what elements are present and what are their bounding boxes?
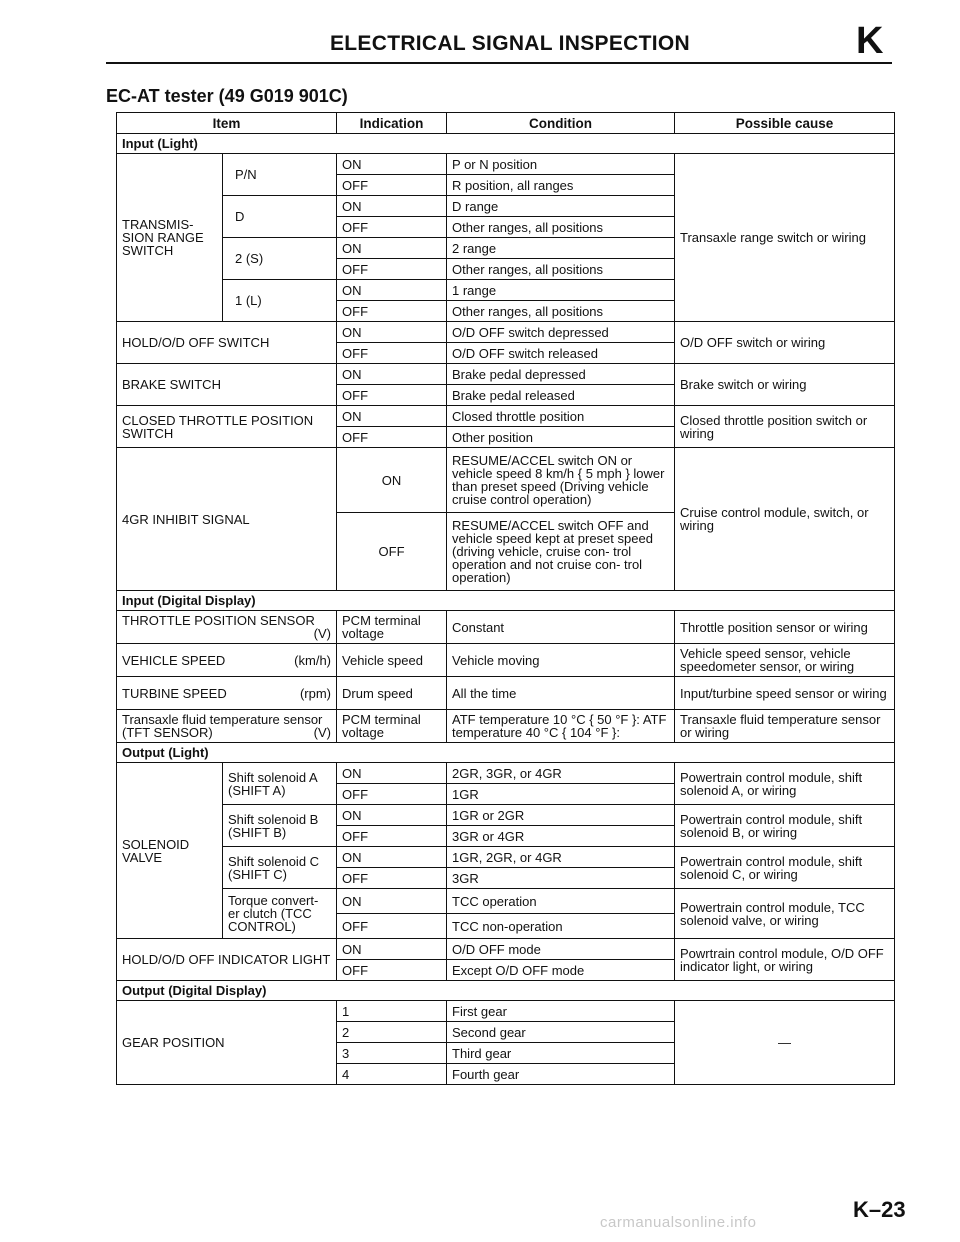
indication-on: ON bbox=[337, 805, 447, 826]
possible-cause: Powertrain control module, shift solenoid C, or wiring bbox=[675, 847, 895, 889]
sub-item: 1 (L) bbox=[223, 280, 337, 322]
possible-cause: Throttle position sensor or wiring bbox=[675, 611, 895, 644]
condition: Second gear bbox=[447, 1022, 675, 1043]
indication: 1 bbox=[337, 1001, 447, 1022]
condition: Closed throttle position bbox=[447, 406, 675, 427]
possible-cause: Powertrain control module, TCC solenoid valve, or wiring bbox=[675, 889, 895, 939]
indication-off: OFF bbox=[337, 301, 447, 322]
condition: Fourth gear bbox=[447, 1064, 675, 1085]
indication-on: ON bbox=[337, 322, 447, 343]
possible-cause: Closed throttle position switch or wiring bbox=[675, 406, 895, 448]
table-row bbox=[117, 644, 895, 677]
possible-cause: Brake switch or wiring bbox=[675, 364, 895, 406]
item-turbine-speed: TURBINE SPEED (rpm) bbox=[117, 677, 337, 710]
condition: 3GR bbox=[447, 868, 675, 889]
condition: Other ranges, all positions bbox=[447, 259, 675, 280]
condition: 1GR or 2GR bbox=[447, 805, 675, 826]
indication-on: ON bbox=[337, 448, 447, 513]
possible-cause: O/D OFF switch or wiring bbox=[675, 322, 895, 364]
item-throttle-position-sensor: THROTTLE POSITION SENSOR (V) bbox=[117, 611, 337, 644]
sub-item: Shift solenoid C (SHIFT C) bbox=[223, 847, 337, 889]
table-row bbox=[117, 322, 895, 343]
indication: PCM terminal voltage bbox=[337, 611, 447, 644]
indication-off: OFF bbox=[337, 217, 447, 238]
item-4gr-inhibit-signal: 4GR INHIBIT SIGNAL bbox=[117, 448, 337, 591]
column-header-item: Item bbox=[117, 113, 337, 134]
condition: 1GR, 2GR, or 4GR bbox=[447, 847, 675, 868]
condition: Brake pedal released bbox=[447, 385, 675, 406]
item-gear-position: GEAR POSITION bbox=[117, 1001, 337, 1085]
possible-cause: — bbox=[675, 1001, 895, 1085]
indication-on: ON bbox=[337, 238, 447, 259]
sub-item: Shift solenoid A (SHIFT A) bbox=[223, 763, 337, 805]
signal-inspection-table bbox=[116, 112, 895, 1085]
section-row-output-digital-display: Output (Digital Display) bbox=[117, 981, 895, 1001]
indication-on: ON bbox=[337, 154, 447, 175]
indication-on: ON bbox=[337, 939, 447, 960]
item-transmission-range-switch: TRANSMIS- SION RANGE SWITCH bbox=[117, 154, 223, 322]
indication: Drum speed bbox=[337, 677, 447, 710]
table-row bbox=[117, 406, 895, 427]
column-header-condition: Condition bbox=[447, 113, 675, 134]
table-row bbox=[117, 710, 895, 743]
condition: P or N position bbox=[447, 154, 675, 175]
condition: 1GR bbox=[447, 784, 675, 805]
section-letter: K bbox=[856, 20, 884, 62]
indication-on: ON bbox=[337, 406, 447, 427]
indication-off: OFF bbox=[337, 175, 447, 196]
condition: TCC operation bbox=[447, 889, 675, 914]
condition: RESUME/ACCEL switch OFF and vehicle speed kept at preset speed (driving vehicle, cruise con- trol operation and not cruise con- trol operation) bbox=[447, 513, 675, 591]
table-row bbox=[117, 448, 895, 513]
item-hold-od-off-switch: HOLD/O/D OFF SWITCH bbox=[117, 322, 337, 364]
indication-off: OFF bbox=[337, 914, 447, 939]
possible-cause: Transaxle fluid temperature sensor or wiring bbox=[675, 710, 895, 743]
condition: O/D OFF switch released bbox=[447, 343, 675, 364]
table-row bbox=[117, 154, 895, 175]
possible-cause: Transaxle range switch or wiring bbox=[675, 154, 895, 322]
page-header bbox=[0, 0, 960, 80]
page-title: ELECTRICAL SIGNAL INSPECTION bbox=[330, 32, 690, 55]
indication: 2 bbox=[337, 1022, 447, 1043]
possible-cause: Powrtrain control module, O/D OFF indicator light, or wiring bbox=[675, 939, 895, 981]
possible-cause: Powertrain control module, shift solenoid A, or wiring bbox=[675, 763, 895, 805]
condition: ATF temperature 10 °C { 50 °F }: ATF temperature 40 °C { 104 °F }: bbox=[447, 710, 675, 743]
table-header-row bbox=[117, 113, 895, 134]
indication-off: OFF bbox=[337, 343, 447, 364]
condition: 1 range bbox=[447, 280, 675, 301]
table-row bbox=[117, 763, 895, 784]
condition: RESUME/ACCEL switch ON or vehicle speed 8 km/h { 5 mph } lower than preset speed (Driving vehicle cruise control operation) bbox=[447, 448, 675, 513]
table-row bbox=[117, 611, 895, 644]
indication-off: OFF bbox=[337, 960, 447, 981]
condition: O/D OFF switch depressed bbox=[447, 322, 675, 343]
section-row-input-light: Input (Light) bbox=[117, 134, 895, 154]
possible-cause: Vehicle speed sensor, vehicle speedometer sensor, or wiring bbox=[675, 644, 895, 677]
watermark: carmanualsonline.info bbox=[600, 1214, 757, 1231]
condition: Other ranges, all positions bbox=[447, 301, 675, 322]
item-hold-od-off-indicator-light: HOLD/O/D OFF INDICATOR LIGHT bbox=[117, 939, 337, 981]
condition: All the time bbox=[447, 677, 675, 710]
column-header-possible-cause: Possible cause bbox=[675, 113, 895, 134]
table-row bbox=[117, 364, 895, 385]
table-row bbox=[117, 677, 895, 710]
indication: 3 bbox=[337, 1043, 447, 1064]
condition: R position, all ranges bbox=[447, 175, 675, 196]
condition: D range bbox=[447, 196, 675, 217]
condition: 2 range bbox=[447, 238, 675, 259]
table-row bbox=[117, 1001, 895, 1022]
condition: 2GR, 3GR, or 4GR bbox=[447, 763, 675, 784]
indication: PCM terminal voltage bbox=[337, 710, 447, 743]
condition: Constant bbox=[447, 611, 675, 644]
item-transaxle-fluid-temperature-sensor: Transaxle fluid temperature sensor (TFT SENSOR) (V) bbox=[117, 710, 337, 743]
condition: TCC non-operation bbox=[447, 914, 675, 939]
section-row-output-light: Output (Light) bbox=[117, 743, 895, 763]
indication-off: OFF bbox=[337, 868, 447, 889]
sub-item: Shift solenoid B (SHIFT B) bbox=[223, 805, 337, 847]
indication-off: OFF bbox=[337, 513, 447, 591]
header-rule bbox=[106, 62, 892, 64]
section-row-input-digital-display: Input (Digital Display) bbox=[117, 591, 895, 611]
indication-on: ON bbox=[337, 763, 447, 784]
item-closed-throttle-position-switch: CLOSED THROTTLE POSITION SWITCH bbox=[117, 406, 337, 448]
table-row bbox=[117, 805, 895, 826]
indication-off: OFF bbox=[337, 259, 447, 280]
table-row bbox=[117, 889, 895, 914]
indication-off: OFF bbox=[337, 784, 447, 805]
sub-item: D bbox=[223, 196, 337, 238]
page-number: K–23 bbox=[853, 1197, 906, 1222]
indication-on: ON bbox=[337, 196, 447, 217]
condition: 3GR or 4GR bbox=[447, 826, 675, 847]
condition: Other ranges, all positions bbox=[447, 217, 675, 238]
indication-off: OFF bbox=[337, 427, 447, 448]
item-solenoid-valve: SOLENOID VALVE bbox=[117, 763, 223, 939]
indication: 4 bbox=[337, 1064, 447, 1085]
sub-item: Torque convert- er clutch (TCC CONTROL) bbox=[223, 889, 337, 939]
indication-on: ON bbox=[337, 847, 447, 868]
sub-item: 2 (S) bbox=[223, 238, 337, 280]
column-header-indication: Indication bbox=[337, 113, 447, 134]
indication-on: ON bbox=[337, 280, 447, 301]
indication-on: ON bbox=[337, 889, 447, 914]
table-row bbox=[117, 847, 895, 868]
indication-on: ON bbox=[337, 364, 447, 385]
condition: Except O/D OFF mode bbox=[447, 960, 675, 981]
condition: Third gear bbox=[447, 1043, 675, 1064]
condition: First gear bbox=[447, 1001, 675, 1022]
condition: Vehicle moving bbox=[447, 644, 675, 677]
item-brake-switch: BRAKE SWITCH bbox=[117, 364, 337, 406]
indication-off: OFF bbox=[337, 385, 447, 406]
sub-item: P/N bbox=[223, 154, 337, 196]
table-row bbox=[117, 939, 895, 960]
possible-cause: Powertrain control module, shift solenoid B, or wiring bbox=[675, 805, 895, 847]
condition: Brake pedal depressed bbox=[447, 364, 675, 385]
condition: O/D OFF mode bbox=[447, 939, 675, 960]
section-title: EC-AT tester (49 G019 901C) bbox=[106, 86, 348, 106]
indication-off: OFF bbox=[337, 826, 447, 847]
possible-cause: Input/turbine speed sensor or wiring bbox=[675, 677, 895, 710]
indication: Vehicle speed bbox=[337, 644, 447, 677]
possible-cause: Cruise control module, switch, or wiring bbox=[675, 448, 895, 591]
condition: Other position bbox=[447, 427, 675, 448]
item-vehicle-speed: VEHICLE SPEED (km/h) bbox=[117, 644, 337, 677]
